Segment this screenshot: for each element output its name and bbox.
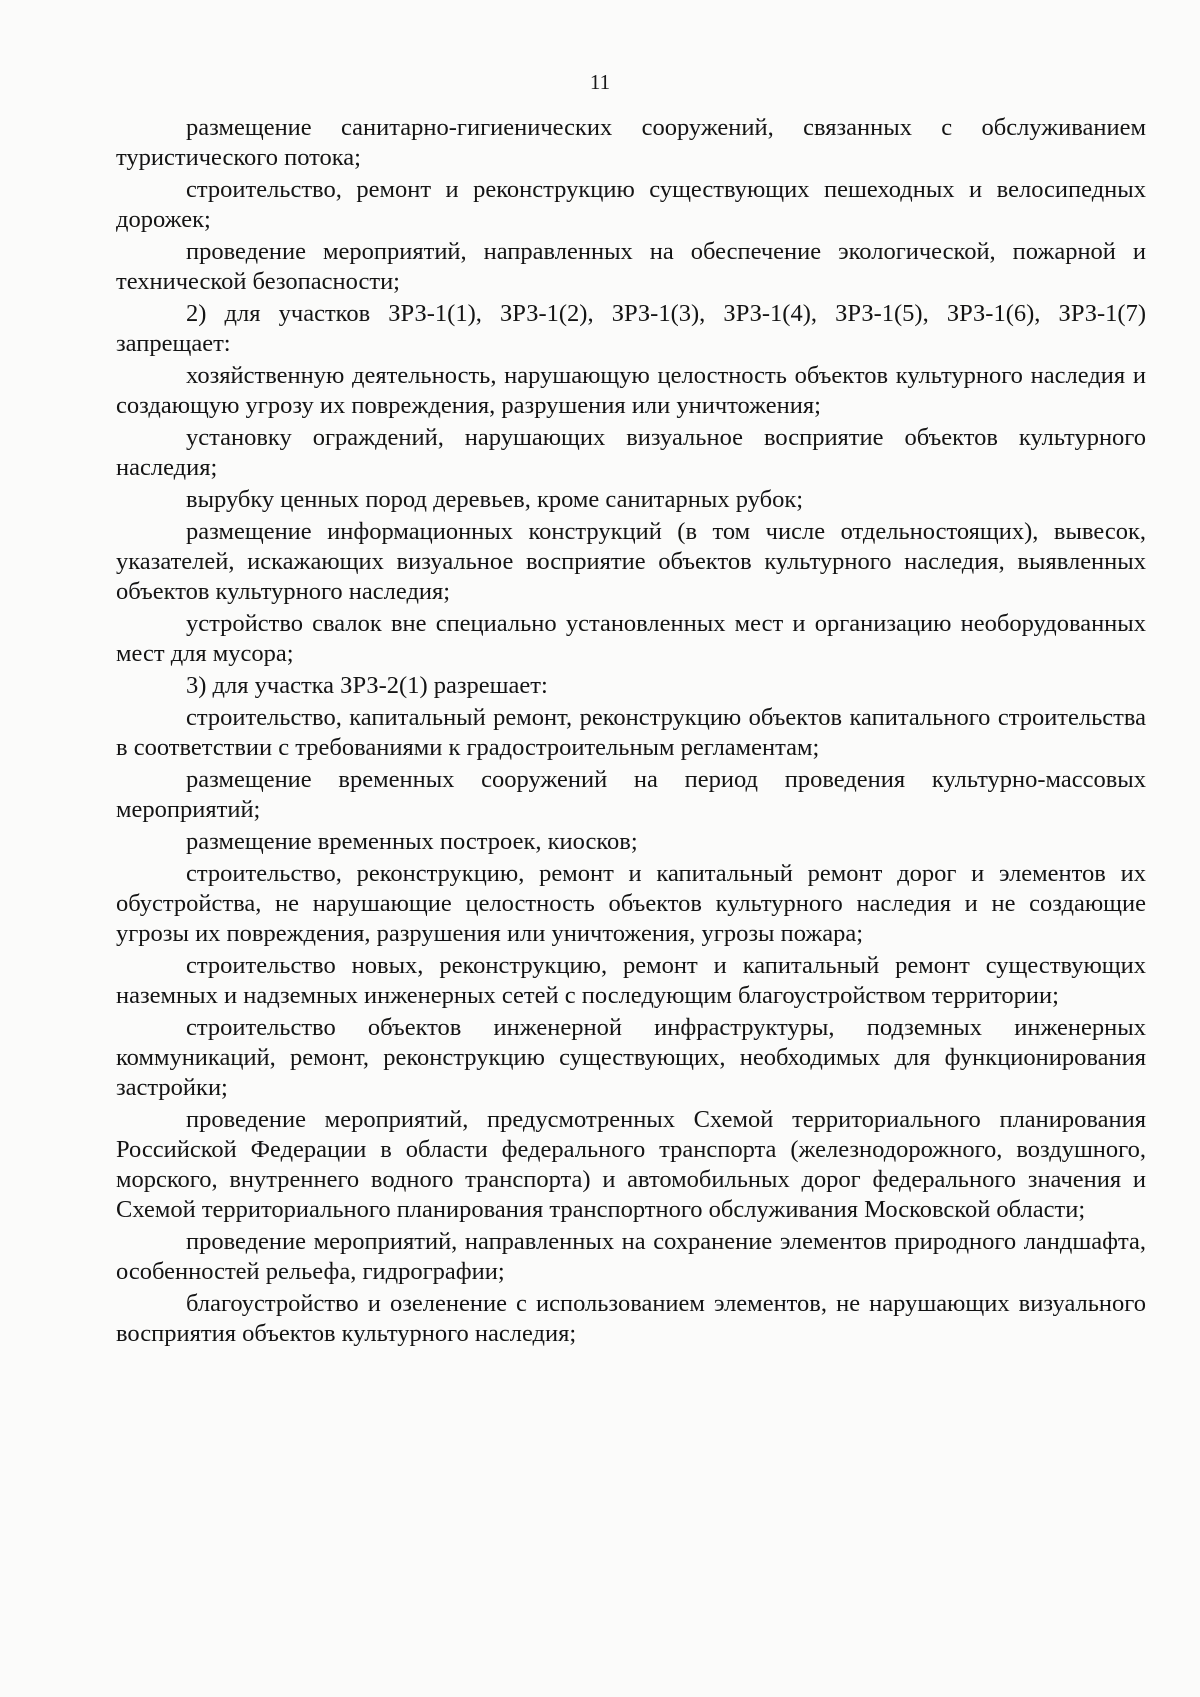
paragraph: строительство новых, реконструкцию, ремонт и капитальный ремонт существующих наземных и надземных инженерных сетей с последующим благоустройством территории; (116, 952, 1146, 1009)
paragraph: строительство объектов инженерной инфраструктуры, подземных инженерных коммуникаций, ремонт, реконструкцию существующих, необходимых для функционирования застройки; (116, 1014, 1146, 1101)
paragraph: строительство, капитальный ремонт, реконструкцию объектов капитального строительства в соответствии с требованиями к градостроительным регламентам; (116, 704, 1146, 761)
paragraph: проведение мероприятий, направленных на обеспечение экологической, пожарной и технической безопасности; (116, 238, 1146, 295)
document-body (116, 113, 1146, 1349)
paragraph: 2) для участков ЗРЗ-1(1), ЗРЗ-1(2), ЗРЗ-1(3), ЗРЗ-1(4), ЗРЗ-1(5), ЗРЗ-1(6), ЗРЗ-1(7) запрещает: (116, 300, 1146, 357)
paragraph: устройство свалок вне специально установленных мест и организацию необорудованных мест для мусора; (116, 610, 1146, 667)
paragraph: 3) для участка ЗРЗ-2(1) разрешает: (186, 672, 548, 699)
paragraph: размещение временных построек, киосков; (186, 828, 638, 855)
paragraph: благоустройство и озеленение с использованием элементов, не нарушающих визуального восприятия объектов культурного наследия; (116, 1290, 1146, 1347)
page-number: 11 (589, 70, 611, 94)
paragraph: размещение информационных конструкций (в том числе отдельностоящих), вывесок, указателей, искажающих визуальное восприятие объектов культурного наследия, выявленных объектов культурного наследия; (116, 518, 1146, 605)
paragraph: вырубку ценных пород деревьев, кроме санитарных рубок; (186, 486, 804, 513)
paragraph: проведение мероприятий, предусмотренных Схемой территориального планирования Российской Федерации в области федерального транспорта (железнодорожного, воздушного, морского, внутреннего водного транспорта) и автомобильных дорог федерального значения и Схемой территориального планирования транспортного обслуживания Московской области; (116, 1106, 1146, 1223)
paragraph: строительство, ремонт и реконструкцию существующих пешеходных и велосипедных дорожек; (116, 176, 1146, 233)
paragraph: хозяйственную деятельность, нарушающую целостность объектов культурного наследия и создающую угрозу их повреждения, разрушения или уничтожения; (116, 362, 1146, 419)
paragraph: проведение мероприятий, направленных на сохранение элементов природного ландшафта, особенностей рельефа, гидрографии; (116, 1228, 1146, 1285)
paragraph: размещение временных сооружений на период проведения культурно-массовых мероприятий; (116, 766, 1146, 823)
paragraph: размещение санитарно-гигиенических сооружений, связанных с обслуживанием туристического потока; (116, 114, 1146, 171)
paragraph: строительство, реконструкцию, ремонт и капитальный ремонт дорог и элементов их обустройства, не нарушающие целостность объектов культурного наследия и не создающие угрозы их повреждения, разрушения или уничтожения, угрозы пожара; (116, 860, 1146, 947)
paragraph: установку ограждений, нарушающих визуальное восприятие объектов культурного наследия; (116, 424, 1146, 481)
